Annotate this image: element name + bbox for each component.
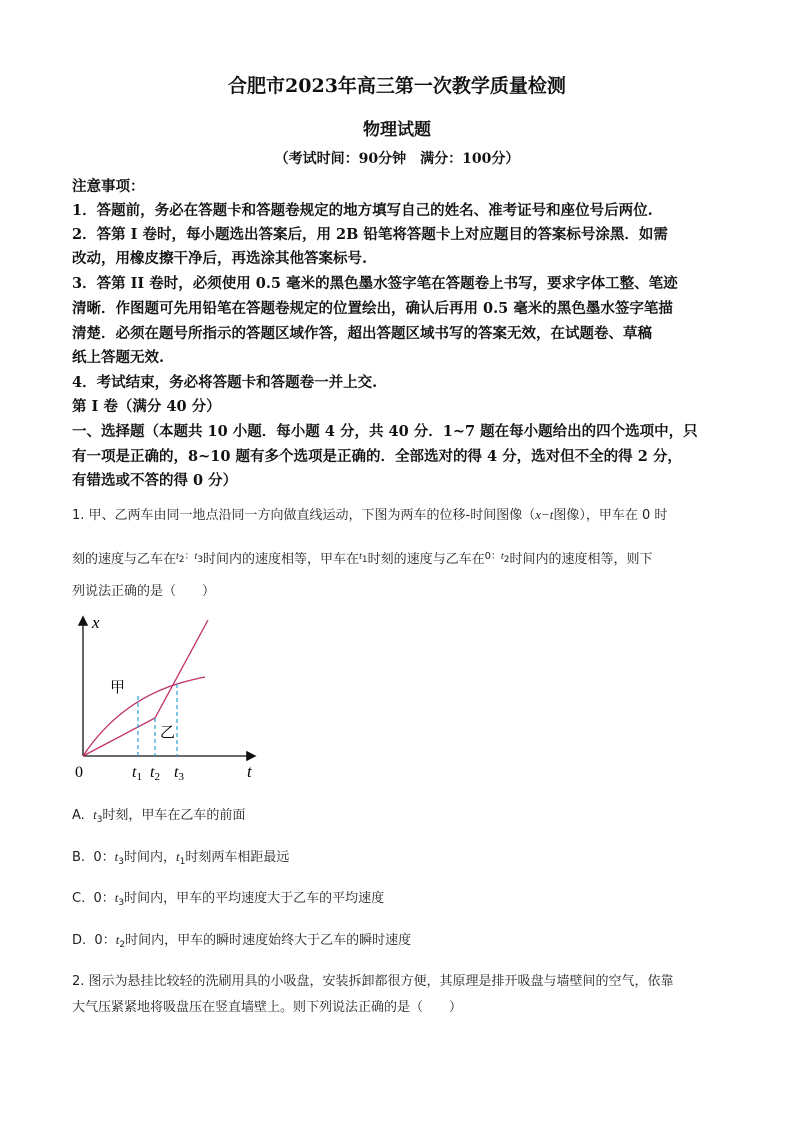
t-symbol: t	[93, 807, 97, 822]
option-a[interactable]	[72, 804, 245, 825]
zero: 0	[94, 933, 103, 948]
t-symbol: t	[115, 932, 120, 947]
q1-text: 刻的速度与乙车在	[72, 552, 177, 567]
section-instr: 一、选择题（本题共 10 小题．每小题 4 分，共 40 分．1~7 题在每小题给出的四个选项中，只	[72, 423, 698, 440]
yi-line	[83, 620, 208, 756]
option-label: A.	[72, 808, 85, 823]
sub-3: 3	[118, 898, 125, 908]
zero: 0	[93, 891, 102, 906]
q1-text: 时间内的速度相等，甲车在	[203, 552, 360, 567]
t-symbol: t	[114, 890, 119, 905]
q2-line-1: 2. 图示为悬挂比较轻的洗刷用具的小吸盘，安装拆卸都很方便，其原理是排开吸盘与墙壁间的空气，依靠	[72, 974, 674, 989]
sub-2: 2	[503, 555, 510, 565]
t-symbol: t	[194, 551, 198, 562]
x-axis-label: t	[247, 762, 252, 781]
t-symbol: t	[176, 849, 180, 864]
y-axis-label: x	[92, 613, 100, 632]
zero: 0	[93, 850, 102, 865]
tick-t2: t2	[150, 764, 160, 783]
q1-text: 时间内的速度相等，则下	[509, 552, 653, 567]
option-label: C.	[72, 891, 86, 906]
q1-symbol: x−t	[535, 507, 554, 522]
option-b[interactable]	[72, 846, 289, 867]
option-text: 时间内，甲车的平均速度大于乙车的平均速度	[124, 891, 385, 906]
section-instr: 有错选或不答的得 0 分）	[72, 472, 238, 489]
colon: ：	[101, 891, 115, 906]
t-symbol: t	[500, 551, 504, 562]
jia-curve	[83, 677, 205, 756]
sub-1: 1	[179, 857, 186, 867]
option-text: 时刻，甲车在乙车的前面	[102, 808, 246, 823]
option-text: 时间内，甲车的瞬时速度始终大于乙车的瞬时速度	[125, 933, 412, 948]
exam-info: （考试时间：90分钟 满分：100分）	[274, 151, 520, 167]
section-part1: 第 I 卷（满分 40 分）	[72, 398, 221, 415]
colon: ：	[101, 850, 115, 865]
exam-title: 合肥市2023年高三第一次教学质量检测	[228, 75, 566, 97]
origin-label: 0	[75, 764, 83, 781]
notice-heading: 注意事项：	[72, 178, 145, 195]
notice-line: 改动，用橡皮擦干净后，再选涂其他答案标号.	[72, 250, 368, 267]
xt-graph	[70, 610, 270, 790]
t-symbol: t	[176, 551, 179, 562]
notice-line: 1．答题前，务必在答题卡和答题卷规定的地方填写自己的姓名、准考证号和座位号后两位.	[72, 202, 653, 219]
t-symbol: t	[359, 551, 362, 562]
q1-line-1	[72, 504, 667, 523]
q1-text: 图像），甲车在 0 时	[553, 508, 668, 523]
option-text: 时间内，	[123, 850, 176, 865]
option-d[interactable]	[72, 929, 411, 950]
q1-line-3: 列说法正确的是（ ）	[72, 584, 216, 599]
colon: ：	[490, 551, 501, 562]
tick-t1: t1	[132, 764, 142, 783]
sub-1: 1	[361, 555, 368, 565]
colon: ：	[184, 551, 195, 562]
section-instr: 有一项是正确的，8~10 题有多个选项是正确的．全部选对的得 4 分，选对但不全的得 2 分，	[72, 448, 682, 465]
q1-text: 时刻的速度与乙车在	[367, 552, 485, 567]
sub-3: 3	[96, 815, 103, 825]
colon: ：	[102, 933, 116, 948]
sub-2: 2	[119, 940, 126, 950]
notice-line: 3．答第 II 卷时，必须使用 0.5 毫米的黑色墨水签字笔在答题卷上书写，要求字体工整、笔迹	[72, 275, 678, 292]
option-text: 时刻两车相距最远	[185, 850, 290, 865]
subject-title: 物理试题	[363, 120, 431, 140]
tick-t3: t3	[174, 764, 184, 783]
option-label: B.	[72, 850, 86, 865]
sub-3: 3	[197, 555, 204, 565]
notice-line: 纸上答题无效.	[72, 349, 165, 366]
notice-line: 2．答第 I 卷时，每小题选出答案后，用 2B 铅笔将答题卡上对应题目的答案标号涂黑．如需	[72, 226, 668, 243]
sub-2: 2	[178, 555, 185, 565]
label-jia: 甲	[110, 680, 126, 696]
t-symbol: t	[114, 849, 119, 864]
notice-line: 清晰．作图题可先用铅笔在答题卷规定的位置绘出，确认后再用 0.5 毫米的黑色墨水签字笔描	[72, 300, 673, 317]
q1-line-2	[72, 547, 653, 567]
option-label: D.	[72, 933, 87, 948]
label-yi: 乙	[160, 725, 176, 741]
q2-line-2: 大气压紧紧地将吸盘压在竖直墙壁上。则下列说法正确的是（ ）	[72, 1000, 463, 1015]
notice-line: 清楚．必须在题号所指示的答题区域作答，超出答题区域书写的答案无效，在试题卷、草稿	[72, 325, 652, 342]
option-c[interactable]	[72, 887, 384, 908]
zero: 0	[484, 551, 491, 562]
q1-text: 1. 甲、乙两车由同一地点沿同一方向做直线运动，下图为两车的位移-时间图像（	[72, 508, 536, 523]
sub-3: 3	[118, 857, 124, 867]
notice-line: 4．考试结束，务必将答题卡和答题卷一并上交.	[72, 374, 378, 391]
